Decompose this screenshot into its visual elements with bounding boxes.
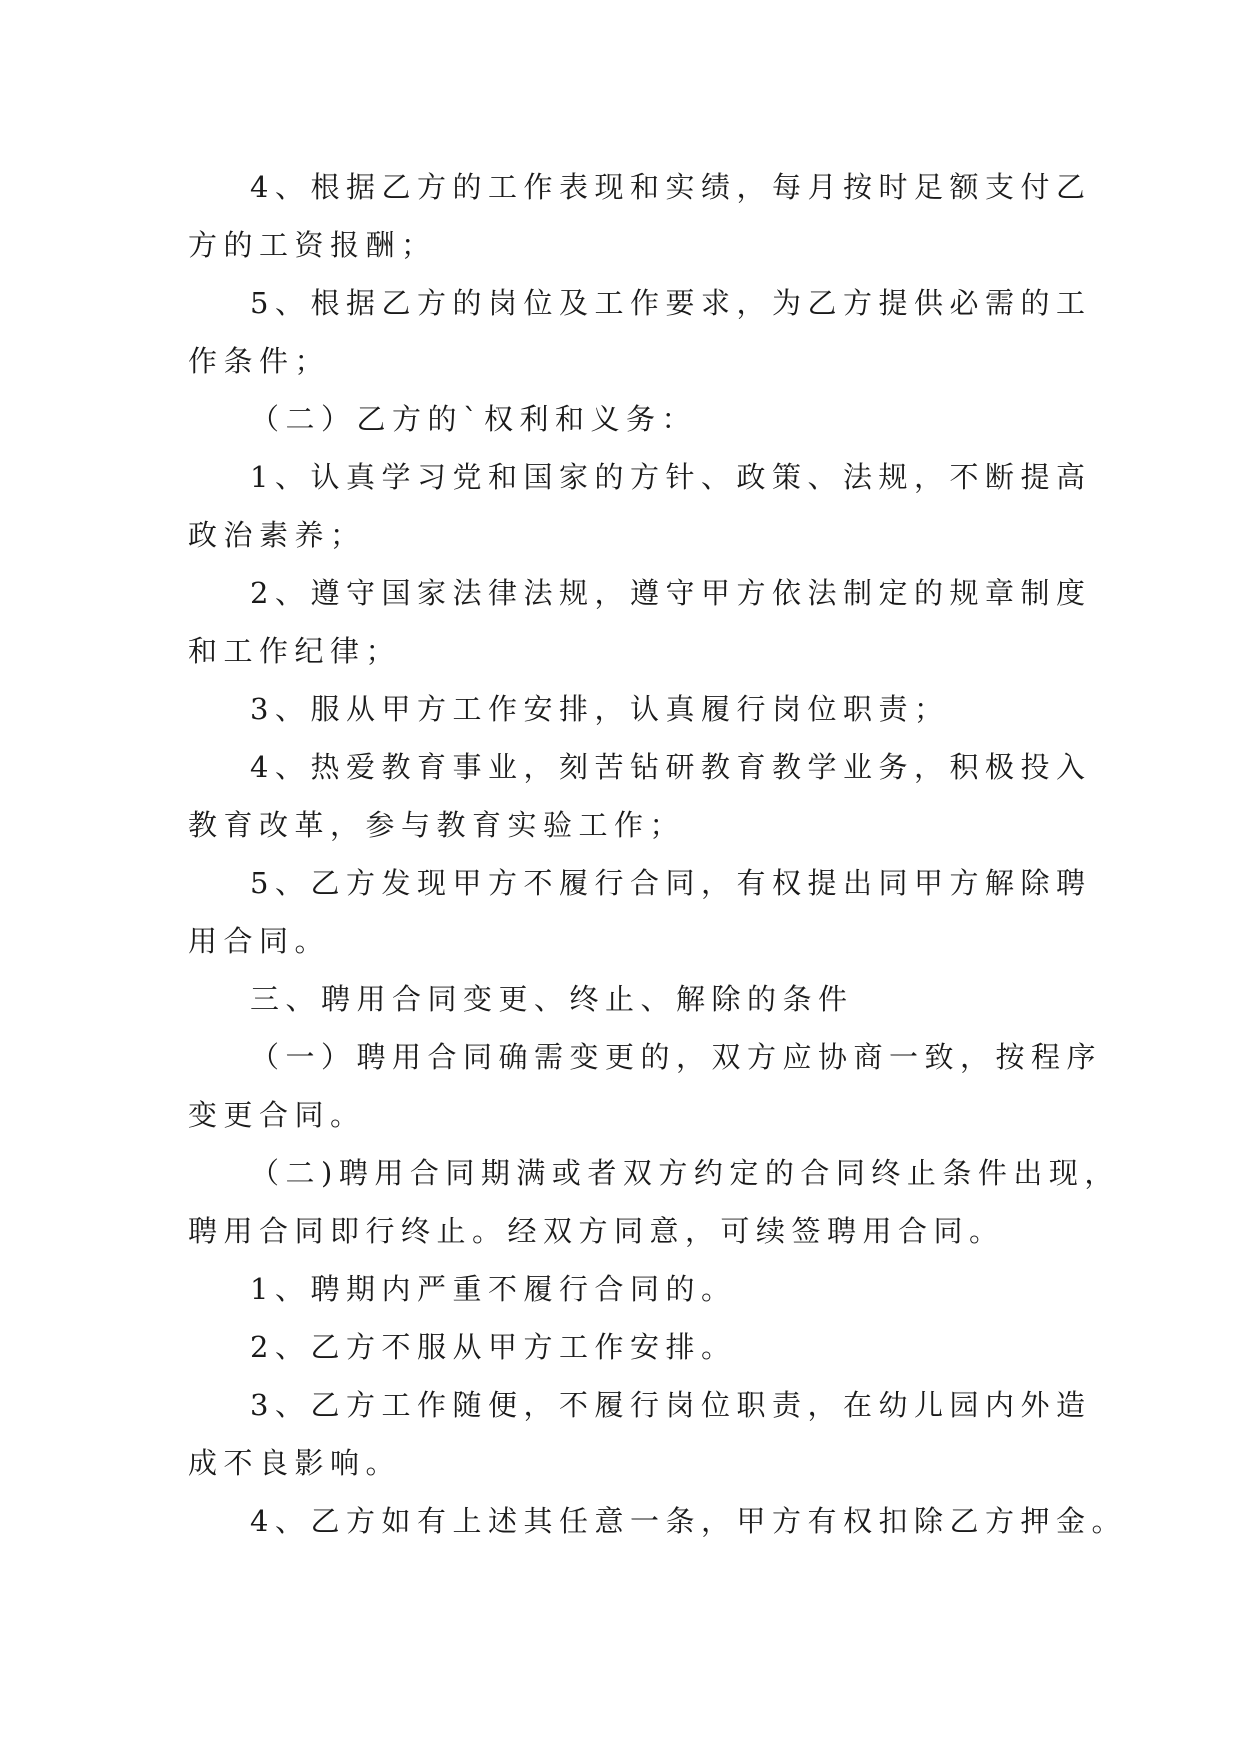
text-line: 3、乙方工作随便，不履行岗位职责，在幼儿园内外造 [250,1388,1092,1422]
text-line: 3、服从甲方工作安排，认真履行岗位职责； [250,692,950,726]
text-line: 教育改革，参与教育实验工作； [188,808,686,842]
text-line: 聘用合同即行终止。经双方同意，可续签聘用合同。 [188,1214,1005,1248]
text-line: （一）聘用合同确需变更的，双方应协商一致，按程序 [250,1040,1103,1074]
text-line: 5、乙方发现甲方不履行合同，有权提出同甲方解除聘 [250,866,1092,900]
text-line: 2、遵守国家法律法规，遵守甲方依法制定的规章制度 [250,576,1092,610]
text-line: 作条件； [188,344,331,378]
text-line: 5、根据乙方的岗位及工作要求，为乙方提供必需的工 [250,286,1092,320]
text-line: 成不良影响。 [188,1446,402,1480]
document-body [188,158,1127,1550]
text-line: 4、热爱教育事业，刻苦钻研教育教学业务，积极投入 [250,750,1092,784]
text-line: 方的工资报酬； [188,228,437,262]
text-line: 用合同。 [188,924,331,958]
text-line: 1、聘期内严重不履行合同的。 [250,1272,737,1306]
section-heading: （二）乙方的`权利和义务： [250,402,698,436]
text-line: 1、认真学习党和国家的方针、政策、法规，不断提高 [250,460,1092,494]
text-line: （二)聘用合同期满或者双方约定的合同终止条件出现， [250,1156,1120,1190]
text-line: 4、根据乙方的工作表现和实绩，每月按时足额支付乙 [250,170,1092,204]
text-line: 和工作纪律； [188,634,402,668]
text-line: 政治素养； [188,518,366,552]
section-heading: 三、聘用合同变更、终止、解除的条件 [250,982,854,1016]
text-line: 2、乙方不服从甲方工作安排。 [250,1330,737,1364]
text-line: 4、乙方如有上述其任意一条，甲方有权扣除乙方押金。 [250,1504,1127,1538]
text-line: 变更合同。 [188,1098,366,1132]
